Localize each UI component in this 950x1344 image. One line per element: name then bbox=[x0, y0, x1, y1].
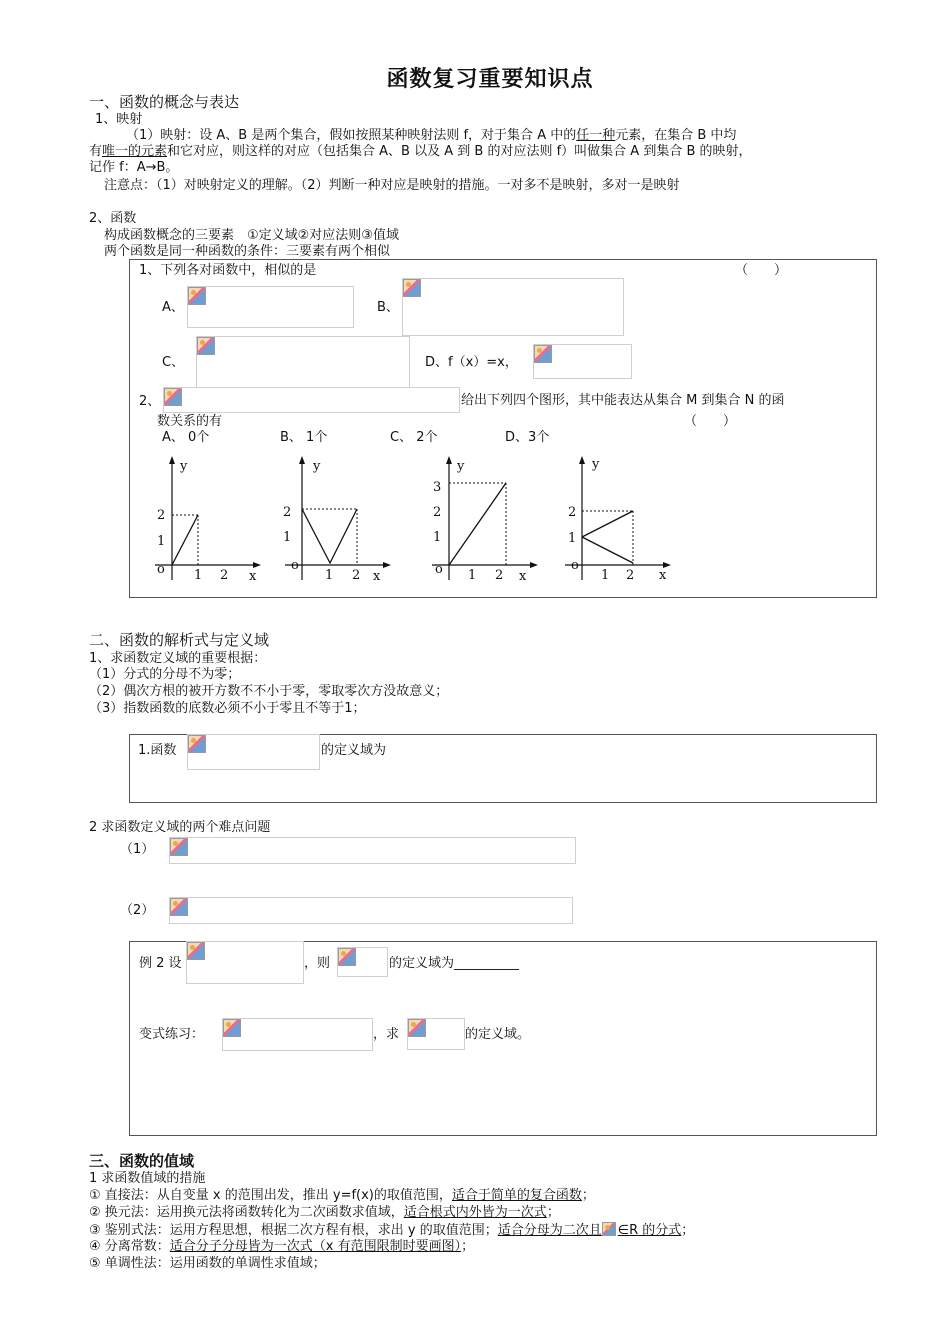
option-a-label: A、 bbox=[162, 300, 184, 315]
axis-label-y: y bbox=[313, 459, 321, 474]
difficulty-2-label: （2） bbox=[120, 903, 155, 918]
question-2-option-c: C、 2个 bbox=[390, 430, 438, 445]
question-1-answer-paren: （ ） bbox=[735, 263, 788, 278]
variation-exercise-label: 变式练习： bbox=[139, 1027, 205, 1042]
x-tick-1: 1 bbox=[194, 568, 203, 583]
image-placeholder-icon bbox=[197, 337, 215, 355]
x-tick-2: 2 bbox=[626, 568, 635, 583]
difficulty-1-label: （1） bbox=[120, 842, 155, 857]
mapping-notation: 记作 f：A→B。 bbox=[89, 160, 179, 175]
exercise-1-suffix: 的定义域为 bbox=[321, 743, 387, 758]
range-methods-title: 1 求函数值域的措施 bbox=[89, 1171, 206, 1186]
question-2-option-a: A、 0个 bbox=[162, 430, 210, 445]
y-tick-3: 3 bbox=[433, 480, 442, 495]
x-tick-2: 2 bbox=[352, 568, 361, 583]
three-elements: 构成函数概念的三要素 ①定义域②对应法则③值域 bbox=[104, 228, 399, 243]
y-tick-2: 2 bbox=[433, 505, 442, 520]
image-placeholder-icon bbox=[187, 942, 205, 960]
origin-label: o bbox=[435, 562, 443, 577]
y-tick-1: 1 bbox=[157, 534, 166, 549]
example-2-then: ，则 bbox=[304, 956, 331, 971]
section-1-heading: 一、函数的概念与表达 bbox=[89, 93, 240, 111]
x-tick-1: 1 bbox=[468, 568, 477, 583]
image-placeholder-icon bbox=[170, 898, 188, 916]
domain-basis: 1、求函数定义域的重要根据： bbox=[89, 651, 267, 666]
formula-image-difficulty-1 bbox=[169, 837, 576, 864]
image-placeholder-icon bbox=[164, 388, 182, 406]
axis-label-x: x bbox=[373, 569, 381, 584]
graph-3 bbox=[422, 452, 552, 592]
formula-image-option-d bbox=[533, 344, 632, 379]
x-tick-1: 1 bbox=[601, 568, 610, 583]
origin-label: o bbox=[157, 562, 165, 577]
range-method-1: ① 直接法：从自变量 x 的范围出发，推出 y=f(x)的取值范围，适合于简单的复合函数； bbox=[89, 1188, 595, 1203]
image-placeholder-icon bbox=[188, 735, 206, 753]
page-title: 函数复习重要知识点 bbox=[386, 66, 594, 92]
y-tick-2: 2 bbox=[568, 505, 577, 520]
image-placeholder-icon bbox=[170, 838, 188, 856]
domain-rule-1: （1）分式的分母不为零； bbox=[89, 667, 241, 682]
question-2-option-b: B、 1个 bbox=[280, 430, 328, 445]
range-method-5: ⑤ 单调性法：运用函数的单调性求值域； bbox=[89, 1256, 326, 1271]
subheading-function: 2、函数 bbox=[89, 211, 137, 226]
graph-2 bbox=[275, 452, 405, 592]
y-tick-2: 2 bbox=[157, 508, 166, 523]
question-2-number: 2、 bbox=[139, 394, 161, 409]
formula-image-option-b bbox=[402, 278, 624, 336]
image-placeholder-icon bbox=[602, 1222, 616, 1236]
range-method-2: ② 换元法：运用换元法将函数转化为二次函数求值域，适合根式内外皆为一次式； bbox=[89, 1205, 560, 1220]
formula-image-variation-b bbox=[407, 1018, 465, 1050]
variation-find: ，求 bbox=[373, 1027, 400, 1042]
mapping-definition-line-1: （1）映射：设 A、B 是两个集合，假如按照某种映射法则 f，对于集合 A 中的任一种元素，在集合 B 中均 bbox=[126, 128, 737, 143]
option-b-label: B、 bbox=[377, 300, 399, 315]
axis-label-y: y bbox=[457, 459, 465, 474]
same-function-condition: 两个函数是同一种函数的条件：三要素有两个相似 bbox=[104, 244, 391, 259]
x-tick-1: 1 bbox=[325, 568, 334, 583]
question-1-text: 1、下列各对函数中，相似的是 bbox=[139, 263, 317, 278]
y-tick-1: 1 bbox=[568, 531, 577, 546]
question-2-option-d: D、3个 bbox=[505, 430, 550, 445]
y-tick-1: 1 bbox=[283, 530, 292, 545]
formula-image-option-a bbox=[187, 286, 354, 328]
axis-label-y: y bbox=[180, 459, 188, 474]
example-2-suffix: 的定义域为__________ bbox=[389, 956, 520, 971]
formula-image-example-2b bbox=[337, 947, 388, 977]
formula-image-question-2 bbox=[163, 387, 460, 413]
axis-label-x: x bbox=[249, 569, 257, 584]
range-method-4: ④ 分离常数：适合分子分母皆为一次式（x 有范围限制时要画图）； bbox=[89, 1239, 475, 1254]
section-3-heading: 三、函数的值域 bbox=[89, 1152, 195, 1170]
formula-image-variation-a bbox=[222, 1018, 373, 1051]
mapping-notes: 注意点：（1）对映射定义的理解。（2）判断一种对应是映射的措施。一对多不是映射，多对一是映射 bbox=[104, 178, 680, 193]
image-placeholder-icon bbox=[338, 948, 356, 966]
formula-image-example-2a bbox=[186, 941, 304, 984]
question-2-text: 给出下列四个图形，其中能表达从集合 M 到集合 N 的函 bbox=[461, 393, 785, 408]
y-tick-1: 1 bbox=[433, 530, 442, 545]
variation-suffix: 的定义域。 bbox=[465, 1027, 531, 1042]
formula-image-exercise-1 bbox=[187, 734, 320, 770]
question-2-answer-paren: （ ） bbox=[684, 414, 737, 429]
graph-1 bbox=[145, 452, 275, 592]
axis-label-x: x bbox=[659, 568, 667, 583]
subheading-mapping: 1、映射 bbox=[95, 112, 143, 127]
image-placeholder-icon bbox=[403, 279, 421, 297]
section-2-heading: 二、函数的解析式与定义域 bbox=[89, 631, 270, 649]
domain-rule-3: （3）指数函数的底数必须不小于零且不等于1； bbox=[89, 701, 366, 716]
x-tick-2: 2 bbox=[495, 568, 504, 583]
domain-difficulties: 2 求函数定义域的两个难点问题 bbox=[89, 820, 271, 835]
question-2-text-cont: 数关系的有 bbox=[157, 414, 223, 429]
axis-label-x: x bbox=[519, 569, 527, 584]
formula-image-option-c bbox=[196, 336, 410, 388]
image-placeholder-icon bbox=[408, 1019, 426, 1037]
example-2-prefix: 例 2 设 bbox=[139, 956, 182, 971]
formula-image-inline bbox=[602, 1222, 618, 1236]
y-tick-2: 2 bbox=[283, 505, 292, 520]
range-method-3: ③ 鉴别式法：运用方程思想，根据二次方程有根，求出 y 的取值范围；适合分母为二次且 ∈R 的分式； bbox=[89, 1223, 695, 1238]
origin-label: o bbox=[291, 558, 299, 573]
x-tick-2: 2 bbox=[220, 568, 229, 583]
image-placeholder-icon bbox=[223, 1019, 241, 1037]
option-d-label: D、f（x）=x， bbox=[425, 355, 518, 370]
graph-4 bbox=[555, 452, 685, 592]
image-placeholder-icon bbox=[534, 345, 552, 363]
formula-image-difficulty-2 bbox=[169, 897, 573, 924]
axis-label-y: y bbox=[592, 457, 600, 472]
option-c-label: C、 bbox=[162, 355, 185, 370]
origin-label: o bbox=[571, 558, 579, 573]
mapping-definition-line-2: 有唯一的元素和它对应，则这样的对应（包括集合 A、B 以及 A 到 B 的对应法则 f）叫做集合 A 到集合 B 的映射， bbox=[89, 144, 752, 159]
domain-rule-2: （2）偶次方根的被开方数不不小于零，零取零次方没故意义； bbox=[89, 684, 449, 699]
exercise-1-prefix: 1.函数 bbox=[138, 743, 177, 758]
image-placeholder-icon bbox=[188, 287, 206, 305]
